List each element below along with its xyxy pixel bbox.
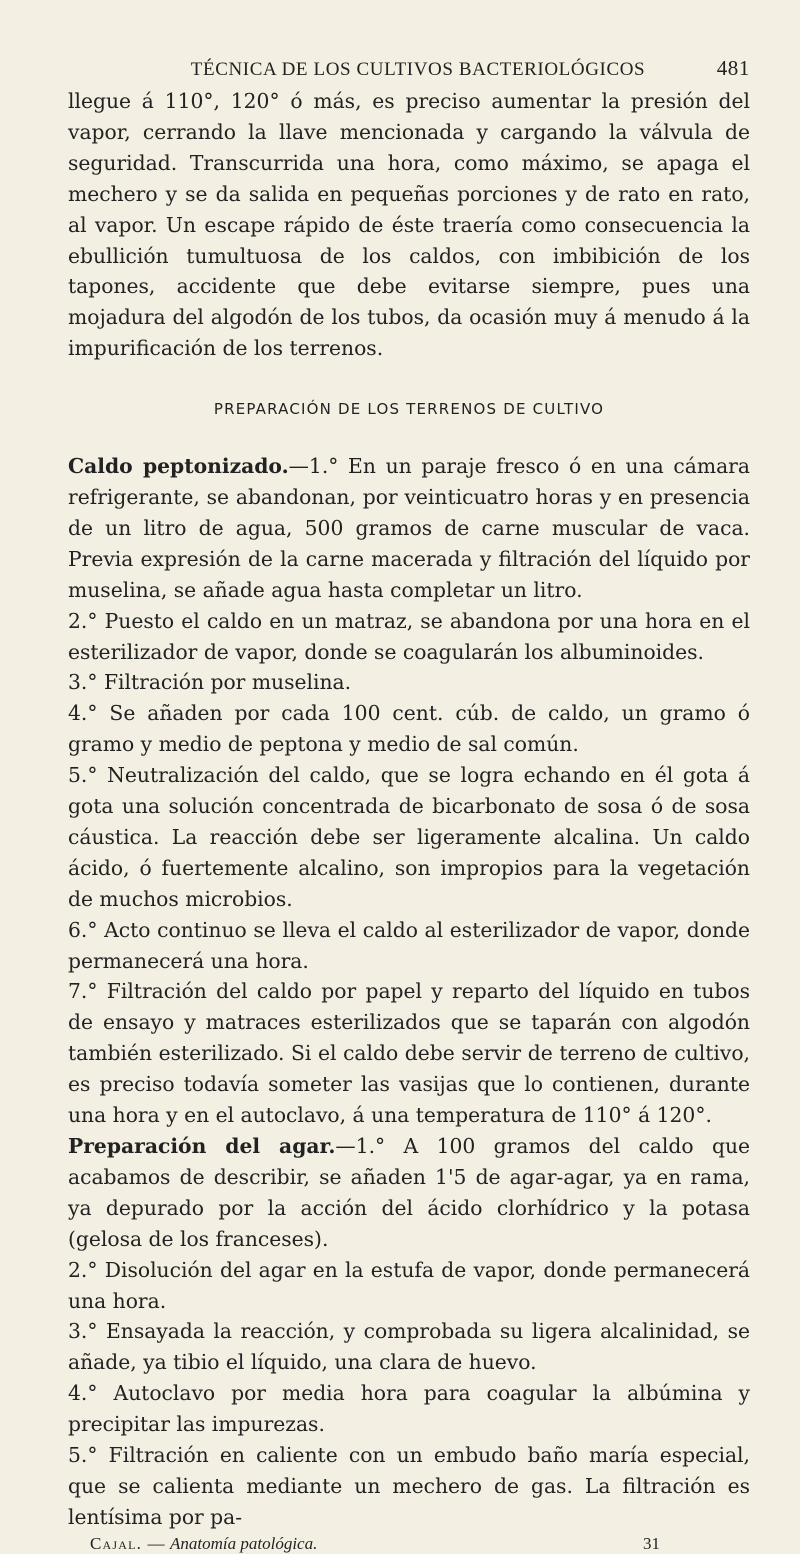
caldo-heading: Caldo peptonizado. xyxy=(68,454,289,479)
agar-step-1-text: —1.° A 100 gramos del caldo que acabamos de describir, se añaden 1'5 de agar-agar, ya en rama, ya depurado por la acción del ácido clorhídrico y la potasa (gelosa de los franceses). xyxy=(68,1134,751,1251)
agar-step-4: 4.° Autoclavo por media hora para coagular la albúmina y precipitar las impurezas. xyxy=(68,1381,750,1437)
caldo-step-1-text: —1.° En un paraje fresco ó en una cámara refrigerante, se abandonan, por veinticuatro horas y en presencia de un litro de agua, 500 gramos de carne muscular de vaca. Previa expresión de la carne macerada y filtración del líquido por muselina, se añade agua hasta completar un litro. xyxy=(68,454,750,602)
page-footer xyxy=(68,1534,750,1554)
caldo-step-5: 5.° Neutralización del caldo, que se logra echando en él gota á gota una solución concentrada de bicarbonato de sosa ó de sosa cáustica. La reacción debe ser ligeramente alcalina. Un caldo ácido, ó fuertemente alcalino, son impropios para la vegetación de muchos microbios. xyxy=(68,763,750,911)
caldo-step-3: 3.° Filtración por muselina. xyxy=(68,670,352,695)
caldo-step-7: 7.° Filtración del caldo por papel y reparto del líquido en tubos de ensayo y matraces esterilizados que se taparán con algodón también esterilizado. Si el caldo debe servir de terreno de cultivo, es preciso todavía someter las vasijas que lo contienen, durante una hora y en el autoclavo, á una temperatura de 110° á 120°. xyxy=(68,979,750,1128)
footer-credit xyxy=(90,1534,317,1554)
page-number: 481 xyxy=(716,56,750,80)
intro-paragraph: llegue á 110°, 120° ó más, es preciso aumentar la presión del vapor, cerrando la llave mencionada y cargando la válvula de seguridad. Transcurrida una hora, como máximo, se apaga el mechero y se da salida en pequeñas porciones y de rato en rato, al vapor. Un escape rápido de éste traería como consecuencia la ebullición tumultuosa de los caldos, con imbibición de los tapones, accidente que debe evitarse siempre, pues una mojadura del algodón de los tubos, da ocasión muy á menudo á la impurificación de los terrenos. xyxy=(68,89,750,361)
caldo-step-1 xyxy=(68,451,750,606)
footer-book-title: Anatomía patológica. xyxy=(170,1533,318,1553)
agar-step-5: 5.° Filtración en caliente con un embudo baño maría especial, que se calienta mediante un mechero de gas. La filtración es lentísima por pa- xyxy=(68,1443,750,1529)
caldo-step-2: 2.° Puesto el caldo en un matraz, se abandona por una hora en el esterilizador de vapor, donde se coagularán los albuminoides. xyxy=(68,608,750,664)
running-head-title: TÉCNICA DE LOS CULTIVOS BACTERIOLÓGICOS xyxy=(190,59,646,80)
footer-author: Cajal. — xyxy=(90,1533,166,1553)
section-heading: PREPARACIÓN DE LOS TERRENOS DE CULTIVO xyxy=(213,400,605,419)
caldo-step-4: 4.° Se añaden por cada 100 cent. cúb. de caldo, un gramo ó gramo y medio de peptona y medio de sal común. xyxy=(68,701,750,757)
body-text xyxy=(68,86,750,1533)
agar-step-1 xyxy=(68,1131,750,1255)
running-head xyxy=(68,56,750,86)
caldo-step-6: 6.° Acto continuo se lleva el caldo al esterilizador de vapor, donde permanecerá una hora. xyxy=(68,917,750,973)
agar-step-3: 3.° Ensayada la reacción, y comprobada su ligera alcalinidad, se añade, ya tibio el líquido, una clara de huevo. xyxy=(68,1319,750,1375)
signature-mark: 31 xyxy=(643,1533,660,1553)
agar-step-2: 2.° Disolución del agar en la estufa de vapor, donde permanecerá una hora. xyxy=(68,1257,750,1313)
agar-heading: Preparación del agar. xyxy=(68,1134,336,1158)
